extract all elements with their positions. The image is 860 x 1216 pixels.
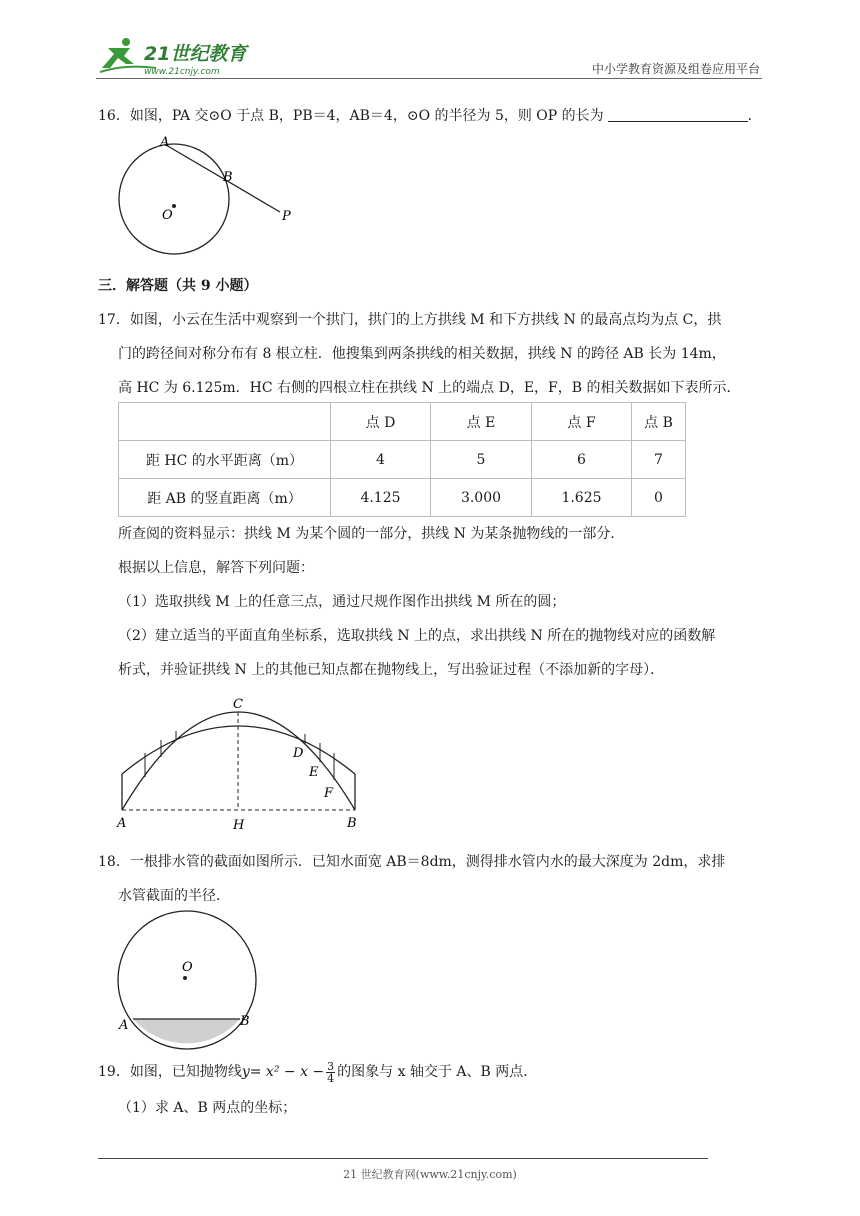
label-d: D	[293, 746, 304, 761]
footer-divider	[98, 1158, 708, 1159]
label-c: C	[233, 697, 243, 712]
frac-num: 3	[327, 1059, 335, 1073]
table-cell: 点 E	[431, 403, 532, 441]
label-o: O	[182, 960, 193, 975]
table-cell	[119, 403, 331, 441]
site-logo	[96, 34, 256, 78]
eq-y: y	[241, 1064, 250, 1080]
frac-den: 4	[327, 1071, 335, 1085]
label-b: B	[240, 1014, 250, 1029]
eq-fraction	[326, 1061, 335, 1084]
label-b: B	[347, 816, 357, 831]
center-dot	[183, 976, 187, 980]
label-p: P	[282, 209, 291, 224]
q19-line1	[98, 1060, 537, 1084]
label-b: B	[223, 170, 233, 185]
logo-text: 21世纪教育	[144, 43, 247, 65]
platform-name: 中小学教育资源及组卷应用平台	[591, 62, 760, 76]
pipe-figure	[110, 910, 270, 1050]
q18-line1: 18．一根排水管的截面如图所示．已知水面宽 AB＝8dm，测得排水管内水的最大深度为 2dm，求排	[98, 854, 726, 870]
table-cell: 3.000	[431, 479, 532, 517]
table-cell: 0	[632, 479, 686, 517]
table-header-row	[119, 403, 686, 441]
q16-figure	[110, 135, 310, 265]
q17-note: 所查阅的资料显示：拱线 M 为某个圆的一部分，拱线 N 为某条抛物线的一部分．	[118, 526, 625, 542]
table-cell: 距 HC 的水平距离（m）	[119, 441, 331, 479]
arch-figure	[110, 690, 370, 835]
header-divider	[96, 78, 762, 79]
table-cell: 5	[431, 441, 532, 479]
q17-line1: 17．如图，小云在生活中观察到一个拱门，拱门的上方拱线 M 和下方拱线 N 的最高点均为点 C，拱	[98, 312, 722, 328]
logo-url: www.21cnjy.com	[144, 67, 220, 77]
table-cell: 点 D	[331, 403, 431, 441]
label-f: F	[324, 786, 334, 801]
label-a: A	[117, 816, 127, 831]
section-title: 三．解答题（共 9 小题）	[98, 278, 258, 294]
q19-part1: （1）求 A、B 两点的坐标；	[118, 1100, 297, 1116]
q19-pre: 19．如图，已知抛物线	[98, 1064, 242, 1080]
data-table	[118, 402, 686, 517]
q17-line3: 高 HC 为 6.125m．HC 右侧的四根立柱在拱线 N 上的端点 D，E，F，B 的相关数据如下表所示．	[118, 380, 741, 396]
table-cell: 4.125	[331, 479, 431, 517]
table-row	[119, 479, 686, 517]
q19-post: 的图象与 x 轴交于 A、B 两点．	[337, 1064, 538, 1080]
eq-mid: = x² − x −	[249, 1064, 325, 1080]
table-cell: 点 F	[532, 403, 632, 441]
table-cell: 距 AB 的竖直距离（m）	[119, 479, 331, 517]
label-e: E	[309, 765, 319, 780]
q17-ask: 根据以上信息，解答下列问题：	[118, 560, 314, 576]
footer-text[interactable]: 21 世纪教育网(www.21cnjy.com)	[343, 1168, 517, 1181]
table-cell: 6	[532, 441, 632, 479]
q16-number: 16．	[98, 108, 130, 124]
table-cell: 7	[632, 441, 686, 479]
q17-line2: 门的跨径间对称分布有 8 根立柱．他搜集到两条拱线的相关数据，拱线 N 的跨径 AB 长为 14m，	[118, 346, 726, 362]
label-o: O	[162, 208, 173, 223]
table-cell: 4	[331, 441, 431, 479]
q16-text: 如图，PA 交⊙O 于点 B，PB＝4，AB＝4，⊙O 的半径为 5，则 OP 的长为	[129, 108, 604, 124]
water-segment	[133, 1019, 240, 1043]
label-a: A	[119, 1018, 129, 1033]
q17-part1: （1）选取拱线 M 上的任意三点，通过尺规作图作出拱线 M 所在的圆；	[118, 594, 566, 610]
table-row	[119, 441, 686, 479]
q18-line2: 水管截面的半径．	[118, 888, 230, 904]
question-16	[98, 106, 762, 126]
label-a: A	[160, 135, 170, 150]
answer-blank[interactable]	[608, 107, 748, 122]
circle-o	[119, 144, 229, 254]
table-cell: 点 B	[632, 403, 686, 441]
table-cell: 1.625	[532, 479, 632, 517]
label-h: H	[233, 818, 245, 833]
q16-end: ．	[747, 108, 762, 124]
q17-part2b: 析式，并验证拱线 N 上的其他已知点都在抛物线上，写出验证过程（不添加新的字母）．	[118, 662, 665, 678]
q17-part2a: （2）建立适当的平面直角坐标系，选取拱线 N 上的点，求出拱线 N 所在的抛物线对应的函数解	[118, 628, 716, 644]
